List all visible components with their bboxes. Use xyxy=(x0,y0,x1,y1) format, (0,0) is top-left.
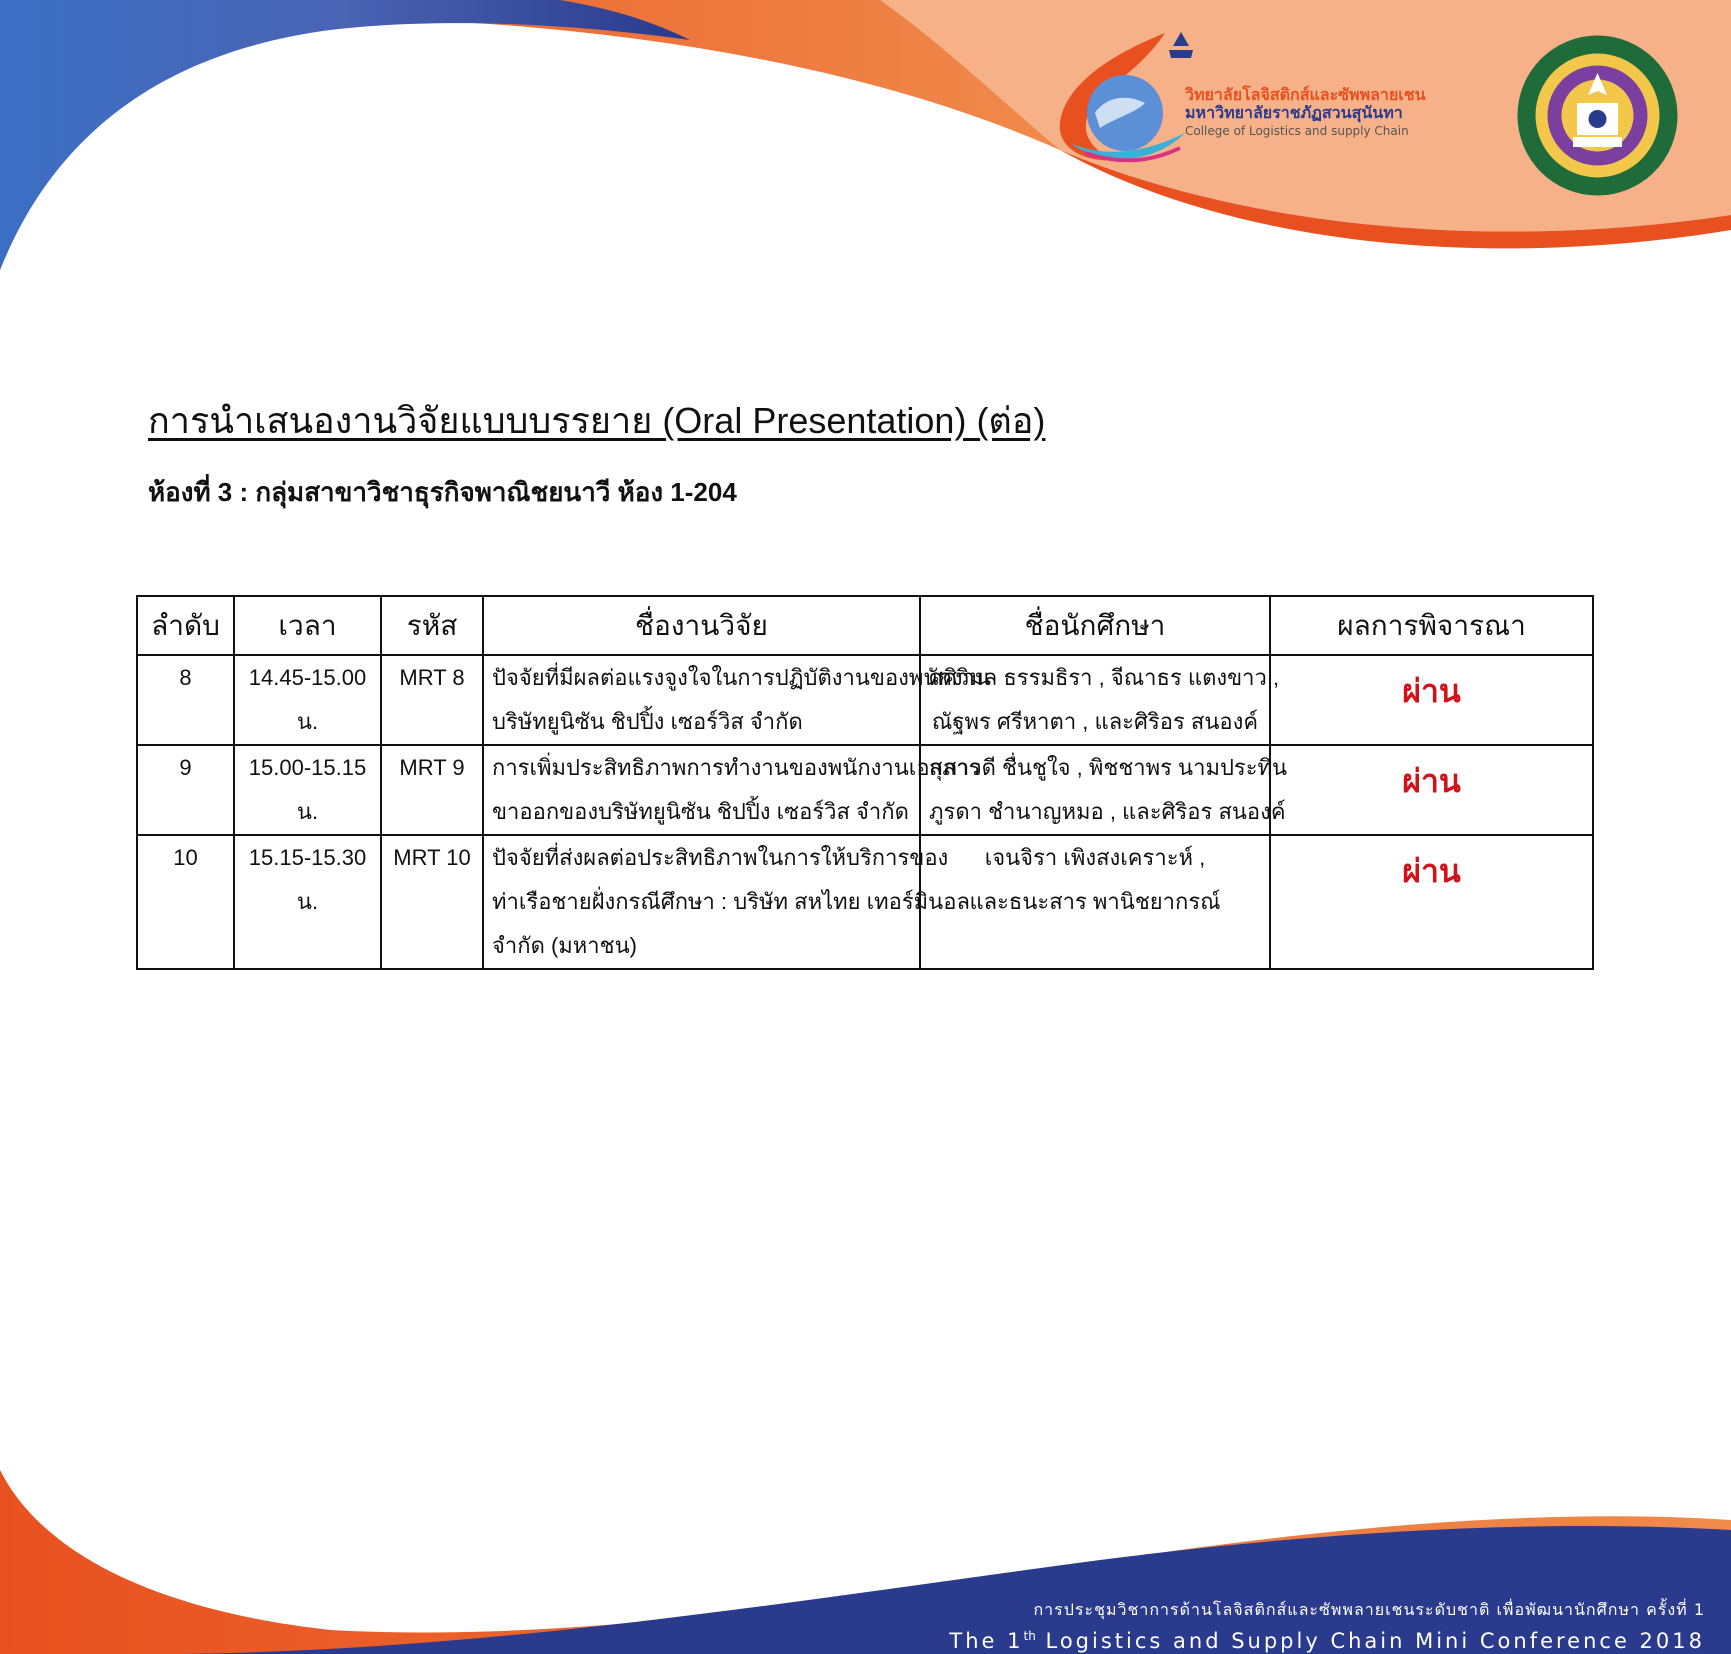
cell-time: 14.45-15.00 น. xyxy=(234,655,381,745)
header-result: ผลการพิจารณา xyxy=(1270,596,1593,655)
student-names-line: ศศิวิมล ธรรมธิรา , จีณาธร แตงขาว , xyxy=(929,665,1280,690)
research-title-line: จำกัด (มหาชน) xyxy=(492,933,637,958)
footer-en-sup: th xyxy=(1023,1629,1036,1643)
student-names-line: ภูรดา ชำนาญหมอ , และศิริอร สนองค์ xyxy=(929,799,1286,824)
page-title: การนำเสนองานวิจัยแบบบรรยาย (Oral Presentation) (ต่อ) xyxy=(148,400,1046,441)
cell-research-title xyxy=(483,745,981,835)
footer-en-pre: The 1 xyxy=(949,1629,1024,1653)
cell-code: MRT 9 xyxy=(381,745,483,835)
research-title-line: บริษัทยูนิซัน ชิปปิ้ง เซอร์วิส จำกัด xyxy=(492,709,803,734)
research-title-line: ปัจจัยที่ส่งผลต่อประสิทธิภาพในการให้บริการของ xyxy=(492,845,949,870)
footer-conference-text xyxy=(945,1598,1705,1653)
research-title-line: การเพิ่มประสิทธิภาพการทำงานของพนักงานเอกสาร xyxy=(492,755,981,780)
header-student-names: ชื่อนักศึกษา xyxy=(920,596,1270,655)
research-title-line: ปัจจัยที่มีผลต่อแรงจูงใจในการปฏิบัติงานของพนักงาน xyxy=(492,665,990,690)
cell-time: 15.15-15.30 น. xyxy=(234,835,381,969)
cell-time: 15.00-15.15 น. xyxy=(234,745,381,835)
footer-en-post: Logistics and Supply Chain Mini Conference 2018 xyxy=(1035,1629,1705,1653)
university-name-th: มหาวิทยาลัยราชภัฏสวนสุนันทา xyxy=(1185,103,1403,122)
cell-result: ผ่าน xyxy=(1270,745,1593,835)
cell-result: ผ่าน xyxy=(1270,655,1593,745)
table-row xyxy=(137,655,1593,745)
cell-code: MRT 10 xyxy=(381,835,483,969)
cell-research-title xyxy=(483,835,970,969)
college-name-th: วิทยาลัยโลจิสติกส์และซัพพลายเชน xyxy=(1185,85,1426,104)
header-time: เวลา xyxy=(234,596,381,655)
table-row xyxy=(137,745,1593,835)
presentation-schedule-table xyxy=(136,595,1594,970)
student-names-line: เจนจิรา เพิงสงเคราะห์ , xyxy=(984,845,1206,870)
research-title-line: ขาออกของบริษัทยูนิซัน ชิปปิ้ง เซอร์วิส จำกัด xyxy=(492,799,909,824)
header-research-title: ชื่องานวิจัย xyxy=(483,596,920,655)
header-code: รหัส xyxy=(381,596,483,655)
header-order: ลำดับ xyxy=(137,596,234,655)
student-names-line: และธนะสาร พานิชยากรณ์ xyxy=(969,889,1221,914)
cell-order: 8 xyxy=(137,655,234,745)
cell-student-names xyxy=(920,655,1280,745)
cell-order: 10 xyxy=(137,835,234,969)
table-header-row xyxy=(137,596,1593,655)
cell-research-title xyxy=(483,655,990,745)
cell-order: 9 xyxy=(137,745,234,835)
college-emblem-icon xyxy=(1045,28,1195,168)
cell-student-names xyxy=(920,835,1270,969)
cell-code: MRT 8 xyxy=(381,655,483,745)
college-logo xyxy=(1045,28,1495,168)
student-names-line: ณัฐพร ศรีหาตา , และศิริอร สนองค์ xyxy=(931,709,1259,734)
footer-conference-th: การประชุมวิชาการด้านโลจิสติกส์และซัพพลายเชนระดับชาติ เพื่อพัฒนานักศึกษา ครั้งที่ 1 xyxy=(1033,1600,1705,1619)
table-row xyxy=(137,835,1593,969)
cell-result: ผ่าน xyxy=(1270,835,1593,969)
university-seal-icon xyxy=(1515,33,1680,198)
student-names-line: สุภาวดี ชื่นชูใจ , พิชชาพร นามประทิน xyxy=(929,755,1288,780)
college-name-en: College of Logistics and supply Chain xyxy=(1185,124,1409,138)
footer-conference-en xyxy=(945,1629,1705,1653)
cell-student-names xyxy=(920,745,1288,835)
room-subtitle: ห้องที่ 3 : กลุ่มสาขาวิชาธุรกิจพาณิชยนาวี ห้อง 1-204 xyxy=(148,477,737,507)
research-title-line: ท่าเรือชายฝั่งกรณีศึกษา : บริษัท สหไทย เทอร์มินอล xyxy=(492,889,970,914)
